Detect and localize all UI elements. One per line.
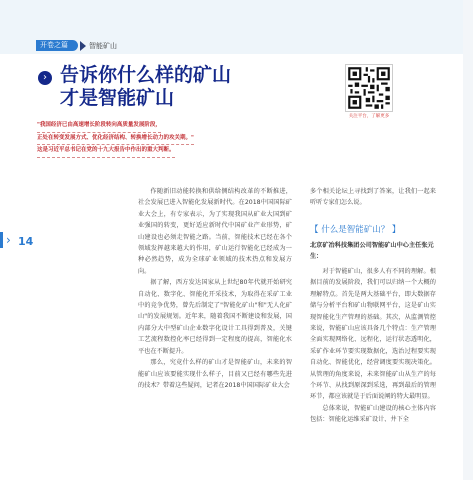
paragraph: 多个相关论坛上寻找到了答案，让我们一起来听听专家们怎么说。 (310, 188, 436, 207)
paragraph: 据了解，西方发达国家从上世纪80年代就开始研究自动化、数字化、智能化开采技术，为取得在采矿工业中的竞争优势，曾先后制定了"智能化矿山"和"无人化矿山"的发展规划。近年来，随着我国不断建设和发展，国内部分大中型矿山企业数字化设计工具得到普及，关键工艺流程数控化率已经得到一定程度的提高，智能化水平也在不断提升。 (138, 279, 292, 355)
paragraph: 作随新旧动能转换和供给侧结构改革的不断推进，社会发展已进入智能化发展新时代。在2018中国国际矿业大会上，有专家表示，为了实现我国从矿业大国到矿业强国的转变，更好适应新时代中国矿业产业形势，矿山建设也必须走智能之路。当前，智能技术已经在各个领域发挥越来越大的作用，矿山运行智能化已经成为一种必然趋势，成为全球矿业领域的技术热点和发展方向。 (138, 188, 292, 275)
page-number-bar (0, 232, 3, 248)
triangle-icon (80, 41, 86, 51)
page-number: 14 (18, 235, 34, 248)
section-subheading: 【 什么是智能矿山？ 】 (310, 225, 401, 235)
lead-quote (37, 120, 297, 158)
quote-line-1: "我国经济已由高速增长阶段转向高质量发展阶段， (37, 120, 161, 133)
section-tag (36, 40, 117, 51)
chevron-right-icon: › (6, 233, 11, 247)
quote-line-2: 正处在转变发展方式、优化经济结构、转换增长动力的攻关期。" (37, 133, 194, 146)
body-column-2 (310, 266, 436, 426)
paragraph: 总体来说，智能矿山建设的核心主体内容包括：智能化运维采矿设计、井下全 (310, 404, 436, 424)
title-line-2: 才是智能矿山 (60, 87, 175, 109)
qr-code-icon[interactable] (345, 64, 393, 112)
speaker-heading: 北京矿冶科技集团公司智能矿山中心主任张元生： (310, 242, 434, 261)
qr-caption: 关注平台，了解更多 (348, 114, 390, 119)
paragraph: 那么，究竟什么样的矿山才是智能矿山，未来的智能矿山应该要能实现什么样子，目前又已经有哪些先进的技术？带着这些疑问，记者在2018中国国际矿业大会 (138, 359, 292, 389)
quote-line-3: 这是习近平总书记在党的十九大报告中作出的重大判断。 (37, 145, 175, 158)
paragraph: 对于智能矿山，很多人有不同的理解。根据目前的发展阶段，我们可以归纳一个大概的理解特点。首先是两大基础平台，即大数据存储与分析平台和矿山物联网平台，这是矿山实现智能化生产管理的基础。其次，从监测管控来说，智能矿山应该具备几个特点：生产管理全面实现网络化、远程化，运行状态透明化，采矿作业环节要实现数据化，选治过程要实现自动化、智能优化，经营调度要实现决策化。从管理的角度来说，未来智能矿山从生产的每个环节、从找到原深到采选，再到最后的管理环节，都应该就是于后面说阐的特大最明显。 (310, 268, 436, 401)
title-line-1: 告诉你什么样的矿山 (60, 64, 232, 86)
body-column-1 (138, 186, 292, 391)
section-tag-pill: 开卷之篇 (36, 40, 78, 51)
chevron-right-icon: › (38, 71, 52, 85)
section-label: 智能矿山 (89, 41, 117, 50)
page-edge (463, 0, 473, 480)
body-column-2-intro (310, 186, 436, 209)
page-title (60, 64, 231, 110)
